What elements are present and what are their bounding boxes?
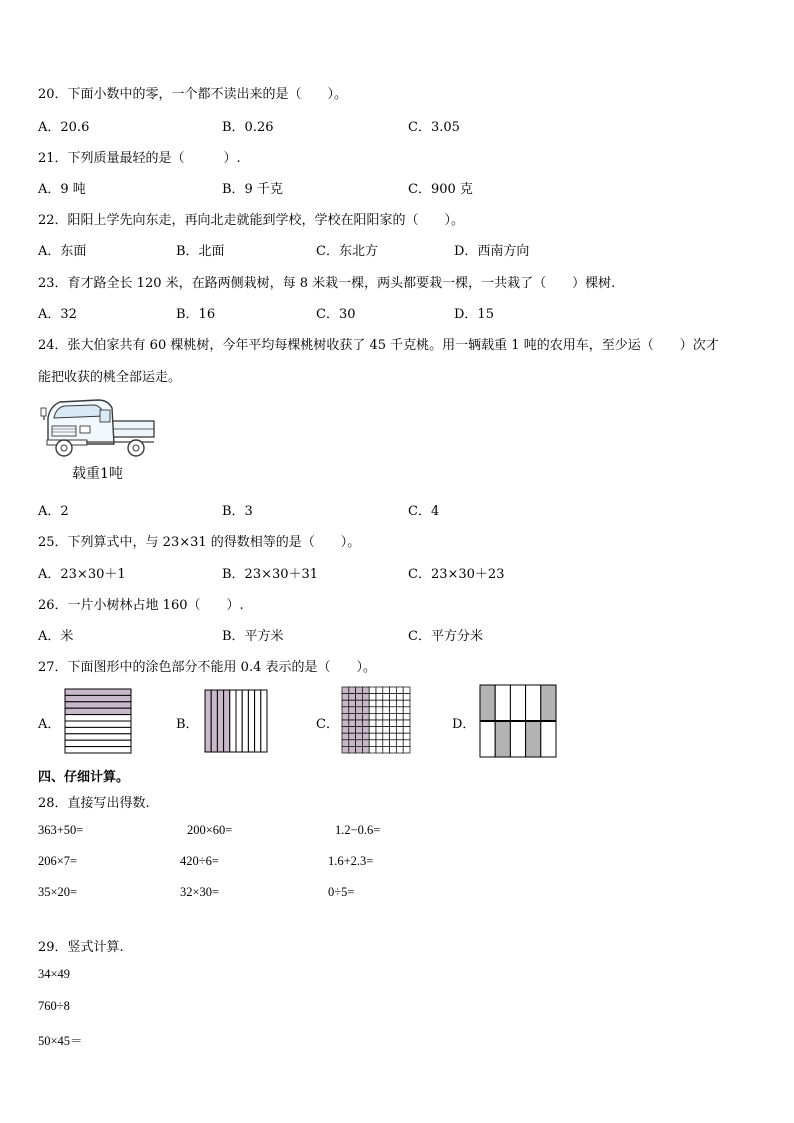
figure-c-cell bbox=[403, 720, 410, 727]
figure-c-cell bbox=[362, 707, 369, 714]
figure-d-cell bbox=[480, 685, 495, 721]
figure-c-cell bbox=[369, 687, 376, 694]
figure-c-cell bbox=[390, 720, 397, 727]
figure-c-cell bbox=[342, 746, 349, 753]
figure-c-cell bbox=[349, 746, 356, 753]
figure-a-strip bbox=[65, 695, 131, 701]
figure-c-cell bbox=[403, 740, 410, 747]
figure-c-cell bbox=[362, 694, 369, 701]
question-23-stem: 23．育才路全长 120 米，在路两侧栽树，每 8 米栽一棵，两头都要栽一棵，一共栽了（ ）棵树. bbox=[38, 276, 616, 291]
figure-c-cell bbox=[383, 740, 390, 747]
q20-option-c[interactable]: C．3.05 bbox=[408, 120, 460, 135]
q22-option-a[interactable]: A．东面 bbox=[38, 244, 87, 259]
figure-c-cell bbox=[390, 713, 397, 720]
q27-option-a[interactable]: A． bbox=[38, 717, 61, 732]
figure-c-cell bbox=[356, 707, 363, 714]
figure-c-cell bbox=[369, 727, 376, 734]
figure-c-cell bbox=[390, 700, 397, 707]
figure-b-strip bbox=[224, 690, 230, 752]
q28-item: 363+50= bbox=[38, 823, 84, 837]
question-28-stem: 28．直接写出得数. bbox=[38, 796, 150, 811]
figure-c-cell bbox=[390, 740, 397, 747]
q24-option-c[interactable]: C．4 bbox=[408, 504, 440, 519]
q21-option-b[interactable]: B．9 千克 bbox=[222, 182, 283, 197]
figure-c-cell bbox=[383, 694, 390, 701]
figure-c-cell bbox=[369, 694, 376, 701]
figure-c-cell bbox=[383, 720, 390, 727]
figure-c-cell bbox=[383, 707, 390, 714]
figure-c-cell bbox=[396, 727, 403, 734]
q25-option-c[interactable]: C．23×30＋23 bbox=[408, 567, 505, 582]
q28-item: 206×7= bbox=[38, 854, 78, 868]
figure-a-strip bbox=[65, 727, 131, 733]
figure-c-cell bbox=[376, 733, 383, 740]
figure-c-cell bbox=[342, 720, 349, 727]
figure-c-cell bbox=[383, 700, 390, 707]
figure-c-cell bbox=[356, 740, 363, 747]
figure-a-strip bbox=[65, 715, 131, 721]
figure-c-cell bbox=[383, 713, 390, 720]
q28-item: 420÷6= bbox=[180, 854, 219, 868]
figure-c-cell bbox=[376, 713, 383, 720]
q26-option-b[interactable]: B．平方米 bbox=[222, 629, 284, 644]
figure-c-cell bbox=[390, 707, 397, 714]
figure-c-cell bbox=[356, 746, 363, 753]
figure-c-cell bbox=[383, 687, 390, 694]
figure-c-cell bbox=[349, 713, 356, 720]
figure-c-cell bbox=[362, 740, 369, 747]
figure-a-strip bbox=[65, 689, 131, 695]
figure-c-cell bbox=[362, 733, 369, 740]
q27-option-c[interactable]: C． bbox=[316, 717, 339, 732]
q23-option-b[interactable]: B．16 bbox=[176, 307, 216, 322]
figure-c-cell bbox=[376, 700, 383, 707]
q22-option-d[interactable]: D．西南方向 bbox=[454, 244, 530, 259]
q23-option-d[interactable]: D．15 bbox=[454, 307, 494, 322]
figure-c-cell bbox=[390, 694, 397, 701]
question-22-stem: 22．阳阳上学先向东走，再向北走就能到学校，学校在阳阳家的（ ）。 bbox=[38, 213, 465, 228]
q29-item: 34×49 bbox=[38, 967, 71, 981]
q20-option-a[interactable]: A．20.6 bbox=[38, 120, 90, 135]
q26-option-a[interactable]: A．米 bbox=[38, 629, 74, 644]
figure-c-cell bbox=[403, 707, 410, 714]
figure-c-cell bbox=[396, 700, 403, 707]
figure-d-cell bbox=[495, 721, 510, 757]
figure-c-hundred-grid bbox=[341, 686, 411, 754]
figure-c-cell bbox=[342, 727, 349, 734]
q24-option-b[interactable]: B．3 bbox=[222, 504, 253, 519]
figure-d-cell bbox=[541, 685, 556, 721]
figure-c-cell bbox=[349, 727, 356, 734]
q21-option-a[interactable]: A．9 吨 bbox=[38, 182, 86, 197]
figure-b-strip bbox=[205, 690, 211, 752]
figure-c-cell bbox=[362, 720, 369, 727]
figure-b-strip bbox=[255, 690, 261, 752]
figure-c-cell bbox=[396, 733, 403, 740]
question-27-stem: 27．下面图形中的涂色部分不能用 0.4 表示的是（ ）。 bbox=[38, 660, 376, 675]
figure-c-cell bbox=[362, 713, 369, 720]
figure-c-cell bbox=[369, 740, 376, 747]
figure-a-strip bbox=[65, 747, 131, 753]
figure-c-cell bbox=[356, 713, 363, 720]
truck-illustration bbox=[38, 394, 158, 460]
figure-c-cell bbox=[403, 687, 410, 694]
q25-option-b[interactable]: B．23×30＋31 bbox=[222, 567, 319, 582]
figure-c-cell bbox=[362, 746, 369, 753]
q28-item: 1.2−0.6= bbox=[335, 823, 381, 837]
figure-a-strip bbox=[65, 740, 131, 746]
q26-option-c[interactable]: C．平方分米 bbox=[408, 629, 483, 644]
q23-option-a[interactable]: A．32 bbox=[38, 307, 77, 322]
figure-a-strip bbox=[65, 721, 131, 727]
figure-c-cell bbox=[356, 687, 363, 694]
figure-c-cell bbox=[396, 713, 403, 720]
question-25-stem: 25．下列算式中，与 23×31 的得数相等的是（ ）。 bbox=[38, 535, 361, 550]
figure-c-cell bbox=[349, 720, 356, 727]
figure-a-strip bbox=[65, 734, 131, 740]
figure-c-cell bbox=[396, 687, 403, 694]
figure-d-cell bbox=[526, 685, 541, 721]
figure-c-cell bbox=[342, 707, 349, 714]
figure-b-vertical-strips bbox=[204, 689, 268, 753]
figure-c-cell bbox=[403, 733, 410, 740]
figure-c-cell bbox=[396, 740, 403, 747]
figure-c-cell bbox=[376, 727, 383, 734]
q28-item: 200×60= bbox=[187, 823, 233, 837]
figure-c-cell bbox=[403, 746, 410, 753]
figure-c-cell bbox=[403, 694, 410, 701]
figure-c-cell bbox=[376, 707, 383, 714]
q28-item: 1.6+2.3= bbox=[328, 854, 374, 868]
figure-c-cell bbox=[403, 713, 410, 720]
figure-c-cell bbox=[362, 727, 369, 734]
q29-item: 50×45＝ bbox=[38, 1034, 83, 1048]
figure-d-split-rectangle bbox=[479, 684, 557, 758]
figure-c-cell bbox=[342, 700, 349, 707]
q21-option-c[interactable]: C．900 克 bbox=[408, 182, 473, 197]
figure-c-cell bbox=[383, 733, 390, 740]
figure-c-cell bbox=[376, 740, 383, 747]
figure-b-strip bbox=[230, 690, 236, 752]
figure-d-cell bbox=[510, 721, 525, 757]
figure-c-cell bbox=[390, 733, 397, 740]
figure-c-cell bbox=[376, 746, 383, 753]
figure-c-cell bbox=[376, 720, 383, 727]
figure-c-cell bbox=[349, 733, 356, 740]
q27-option-d[interactable]: D． bbox=[452, 717, 476, 732]
figure-b-strip bbox=[242, 690, 248, 752]
figure-d-cell bbox=[541, 721, 556, 757]
figure-c-cell bbox=[376, 694, 383, 701]
figure-c-cell bbox=[342, 733, 349, 740]
truck-caption: 载重1吨 bbox=[72, 466, 123, 482]
figure-b-strip bbox=[236, 690, 242, 752]
q22-option-b[interactable]: B．北面 bbox=[176, 244, 225, 259]
figure-c-cell bbox=[356, 727, 363, 734]
figure-c-cell bbox=[349, 687, 356, 694]
figure-b-strip bbox=[248, 690, 254, 752]
q22-option-c[interactable]: C．东北方 bbox=[316, 244, 378, 259]
q28-item: 0÷5= bbox=[328, 885, 355, 899]
figure-c-cell bbox=[396, 746, 403, 753]
figure-c-cell bbox=[356, 733, 363, 740]
figure-c-cell bbox=[390, 687, 397, 694]
figure-d-cell bbox=[480, 721, 495, 757]
question-24-stem-line1: 24．张大伯家共有 60 棵桃树，今年平均每棵桃树收获了 45 千克桃。用一辆载重 1 吨的农用车，至少运（ ）次才 bbox=[38, 338, 719, 353]
figure-c-cell bbox=[369, 707, 376, 714]
figure-c-cell bbox=[369, 700, 376, 707]
figure-c-cell bbox=[349, 694, 356, 701]
q29-item: 760÷8 bbox=[38, 999, 70, 1013]
figure-c-cell bbox=[349, 700, 356, 707]
figure-c-cell bbox=[396, 720, 403, 727]
figure-c-cell bbox=[396, 694, 403, 701]
figure-c-cell bbox=[356, 700, 363, 707]
q27-option-b[interactable]: B． bbox=[176, 717, 199, 732]
figure-c-cell bbox=[342, 694, 349, 701]
figure-a-strip bbox=[65, 708, 131, 714]
figure-a-horizontal-strips bbox=[64, 688, 132, 754]
figure-b-strip bbox=[261, 690, 267, 752]
figure-a-strip bbox=[65, 702, 131, 708]
figure-c-cell bbox=[349, 707, 356, 714]
figure-c-cell bbox=[356, 694, 363, 701]
figure-b-strip bbox=[217, 690, 223, 752]
figure-c-cell bbox=[369, 720, 376, 727]
question-21-stem: 21．下列质量最轻的是（ ）. bbox=[38, 151, 241, 166]
figure-c-cell bbox=[390, 746, 397, 753]
figure-c-cell bbox=[390, 727, 397, 734]
figure-c-cell bbox=[396, 707, 403, 714]
q28-item: 35×20= bbox=[38, 885, 78, 899]
figure-c-cell bbox=[356, 720, 363, 727]
figure-d-cell bbox=[510, 685, 525, 721]
section-4-title: 四、仔细计算。 bbox=[38, 770, 130, 785]
q28-item: 32×30= bbox=[180, 885, 220, 899]
figure-d-cell bbox=[495, 685, 510, 721]
figure-c-cell bbox=[362, 687, 369, 694]
question-26-stem: 26．一片小树林占地 160（ ）. bbox=[38, 598, 244, 613]
figure-c-cell bbox=[376, 687, 383, 694]
question-20-stem: 20．下面小数中的零，一个都不读出来的是（ ）。 bbox=[38, 87, 348, 102]
q20-option-b[interactable]: B．0.26 bbox=[222, 120, 274, 135]
question-24-stem-line2: 能把收获的桃全部运走。 bbox=[38, 370, 182, 385]
figure-c-cell bbox=[342, 713, 349, 720]
figure-c-cell bbox=[403, 700, 410, 707]
figure-b-strip bbox=[211, 690, 217, 752]
figure-c-cell bbox=[403, 727, 410, 734]
q23-option-c[interactable]: C．30 bbox=[316, 307, 356, 322]
q25-option-a[interactable]: A．23×30＋1 bbox=[38, 567, 126, 582]
figure-c-cell bbox=[369, 746, 376, 753]
figure-d-cell bbox=[526, 721, 541, 757]
figure-c-cell bbox=[369, 713, 376, 720]
figure-c-cell bbox=[342, 740, 349, 747]
figure-c-cell bbox=[383, 727, 390, 734]
figure-c-cell bbox=[342, 687, 349, 694]
figure-c-cell bbox=[362, 700, 369, 707]
figure-c-cell bbox=[383, 746, 390, 753]
figure-c-cell bbox=[369, 733, 376, 740]
figure-c-cell bbox=[349, 740, 356, 747]
question-29-stem: 29．竖式计算. bbox=[38, 940, 124, 955]
q24-option-a[interactable]: A．2 bbox=[38, 504, 69, 519]
